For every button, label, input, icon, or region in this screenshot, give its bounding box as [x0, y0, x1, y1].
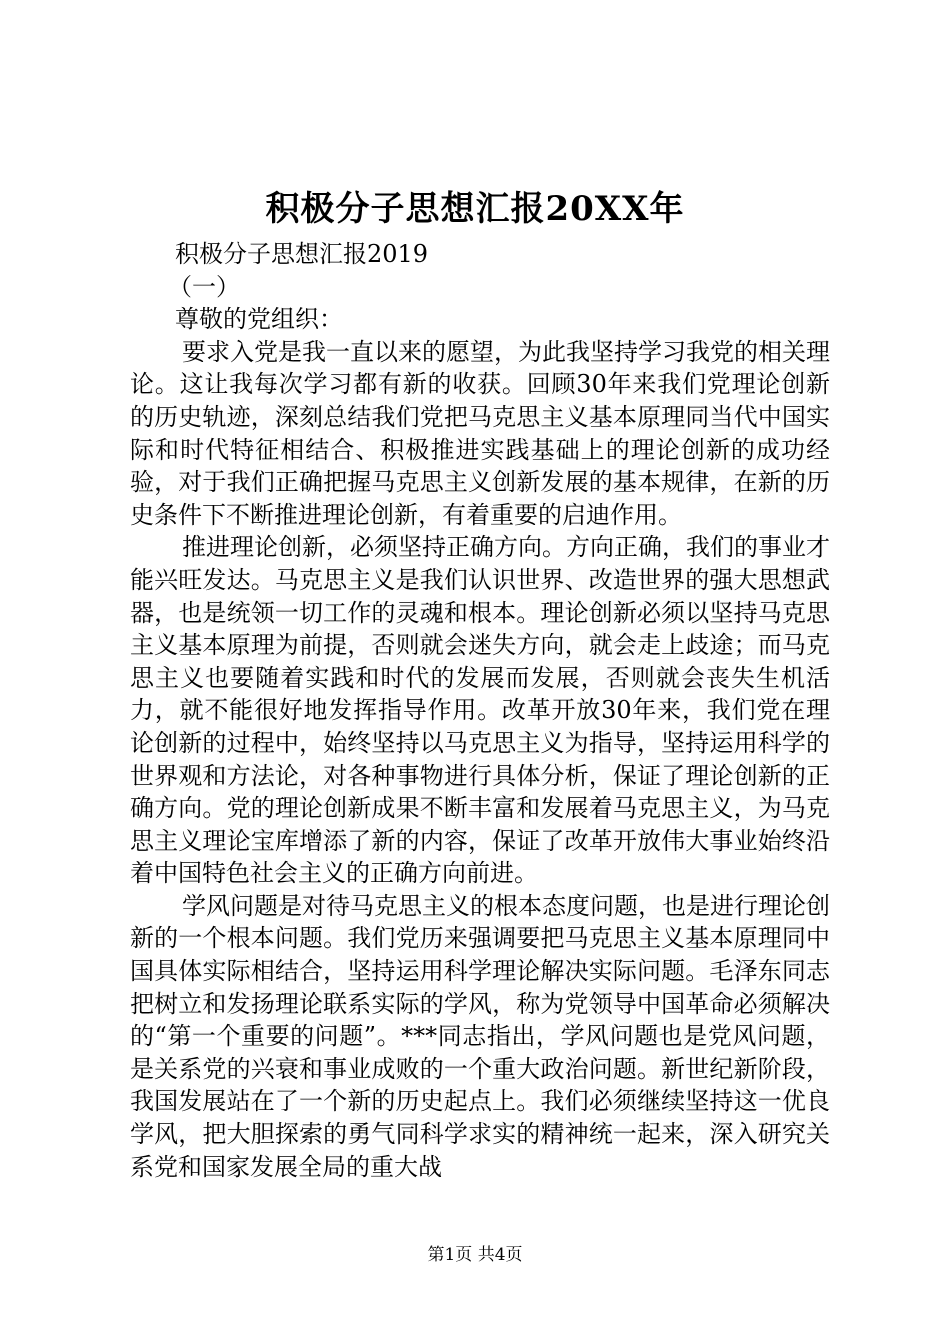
paragraph-1: 要求入党是我一直以来的愿望，为此我坚持学习我党的相关理论。这让我每次学习都有新的收获。回顾30年来我们党理论创新的历史轨迹，深刻总结我们党把马克思主义基本原理同当代中国实际和时代特征相结合、积极推进实践基础上的理论创新的成功经验，对于我们正确把握马克思主义创新发展的基本规律，在新的历史条件下不断推进理论创新，有着重要的启迪作用。: [130, 337, 830, 529]
section-marker: （一）: [168, 272, 240, 301]
salutation: 尊敬的党组织：: [175, 305, 343, 334]
paragraph-3: 学风问题是对待马克思主义的根本态度问题，也是进行理论创新的一个根本问题。我们党历来强调要把马克思主义基本原理同中国具体实际相结合，坚持运用科学理论解决实际问题。毛泽东同志把树立和发扬理论联系实际的学风，称为党领导中国革命必须解决的“第一个重要的问题”。***同志指出，学风问题也是党风问题，是关系党的兴衰和事业成败的一个重大政治问题。新世纪新阶段，我国发展站在了一个新的历史起点上。我们必须继续坚持这一优良学风，把大胆探索的勇气同科学求实的精神统一起来，深入研究关系党和国家发展全局的重大战: [130, 891, 830, 1181]
page-footer: 第1页 共4页: [427, 1245, 523, 1265]
document-title: 积极分子思想汇报20XX年: [265, 189, 685, 229]
document-subtitle: 积极分子思想汇报2019: [175, 240, 429, 268]
document-body: [130, 238, 830, 1183]
paragraph-2: 推进理论创新，必须坚持正确方向。方向正确，我们的事业才能兴旺发达。马克思主义是我们认识世界、改造世界的强大思想武器，也是统领一切工作的灵魂和根本。理论创新必须以坚持马克思主义基本原理为前提，否则就会迷失方向，就会走上歧途；而马克思主义也要随着实践和时代的发展而发展，否则就会丧失生机活力，就不能很好地发挥指导作用。改革开放30年来，我们党在理论创新的过程中，始终坚持以马克思主义为指导，坚持运用科学的世界观和方法论，对各种事物进行具体分析，保证了理论创新的正确方向。党的理论创新成果不断丰富和发展着马克思主义，为马克思主义理论宝库增添了新的内容，保证了改革开放伟大事业始终沿着中国特色社会主义的正确方向前进。: [130, 533, 830, 888]
